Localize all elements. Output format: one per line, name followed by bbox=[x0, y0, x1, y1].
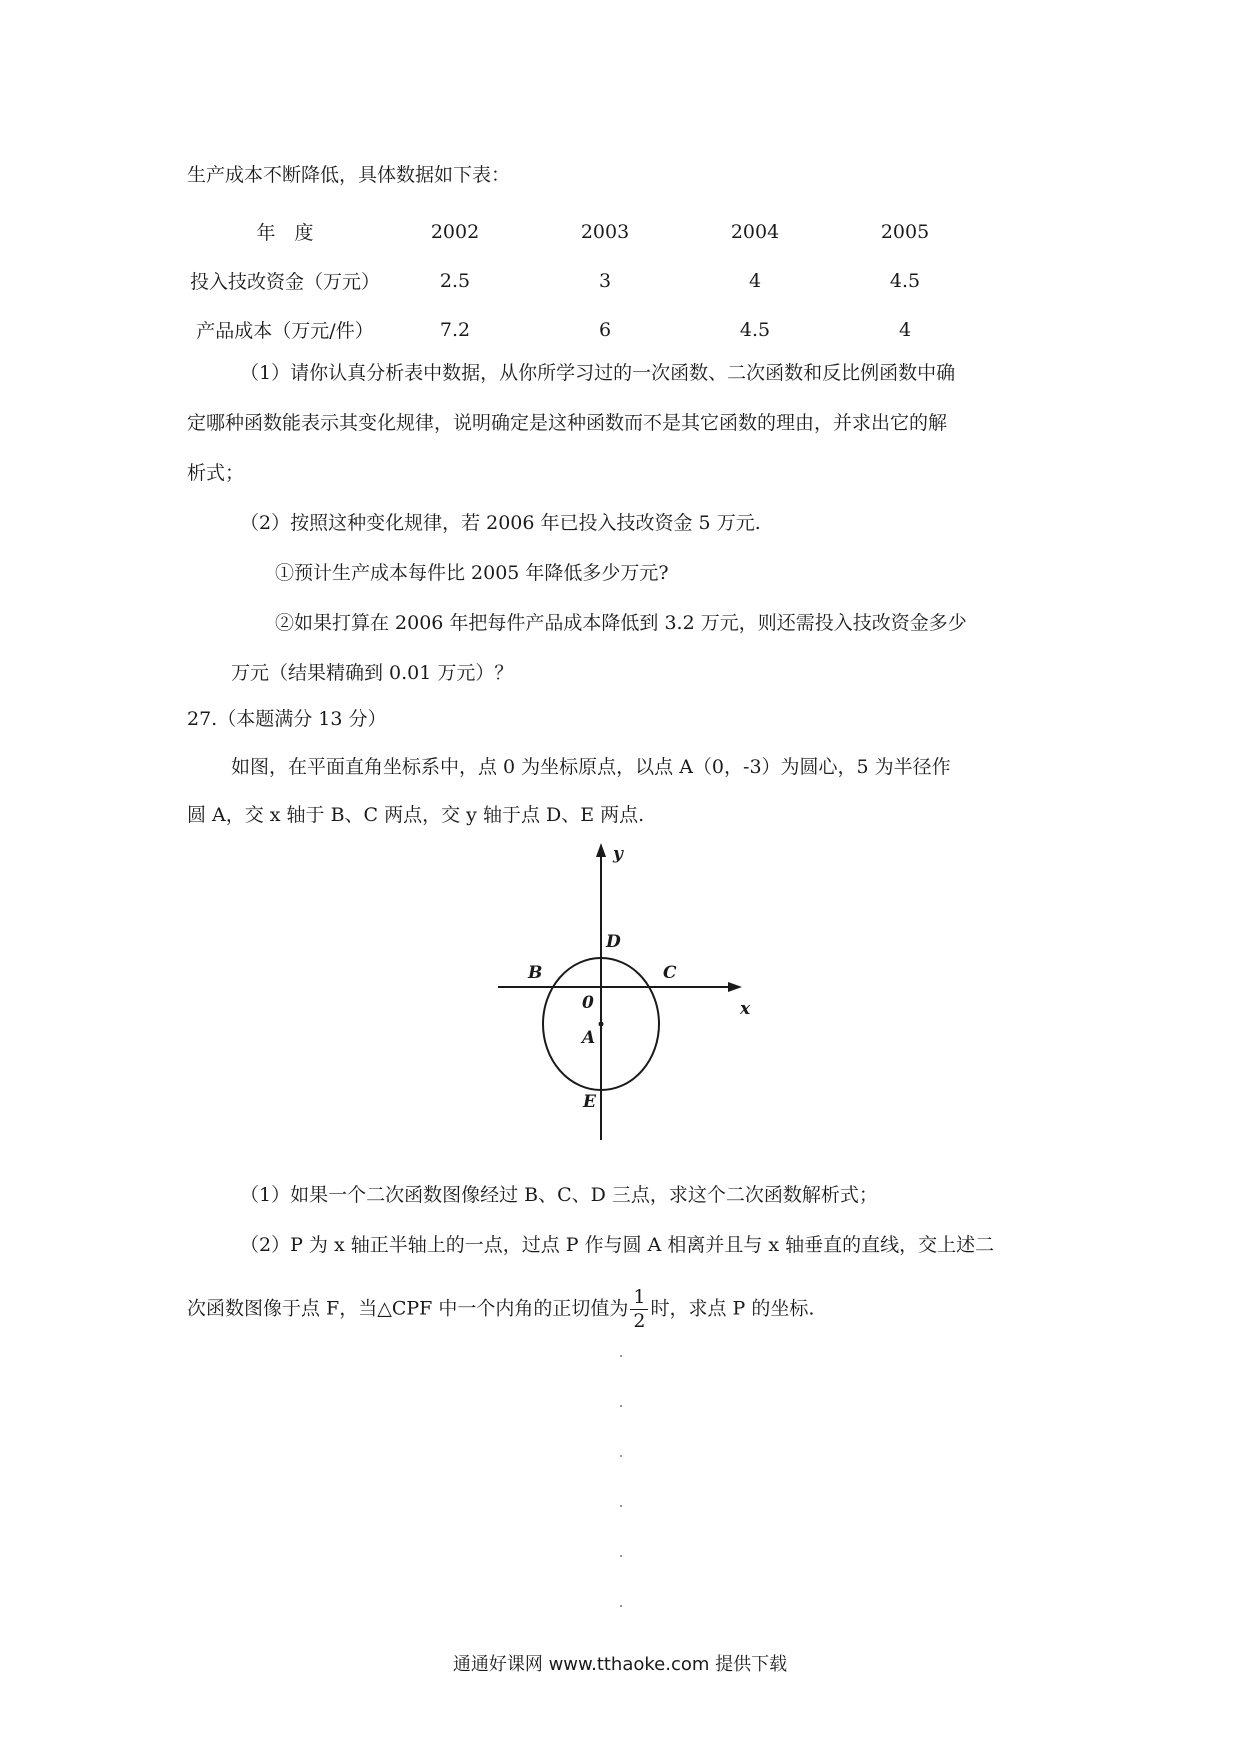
point-label-d: D bbox=[606, 932, 621, 952]
table-header-label: 年 度 bbox=[256, 222, 314, 244]
q27-part2-line2-pre: 次函数图像于点 F，当△CPF 中一个内角的正切值为 bbox=[187, 1297, 629, 1320]
scan-dot bbox=[620, 1505, 622, 1507]
coordinate-figure bbox=[470, 835, 770, 1155]
point-label-b: B bbox=[528, 963, 543, 983]
table-cell: 2004 bbox=[730, 220, 780, 243]
table-cell: 4.5 bbox=[739, 318, 771, 341]
fraction-numerator: 1 bbox=[630, 1288, 648, 1310]
table-row bbox=[190, 305, 980, 354]
q27-part2-line1: （2）P 为 x 轴正半轴上的一点，过点 P 作与圆 A 相离并且与 x 轴垂直的直线，交上述二 bbox=[240, 1234, 995, 1256]
center-point-a bbox=[599, 1022, 604, 1027]
table-row bbox=[190, 256, 980, 305]
x-axis-arrow bbox=[728, 982, 742, 992]
table-cell: 6 bbox=[598, 318, 612, 341]
table-cell: 2003 bbox=[580, 220, 630, 243]
table-cell: 2005 bbox=[880, 220, 930, 243]
q26-part1-line2: 定哪种函数能表示其变化规律，说明确定是这种函数而不是其它函数的理由，并求出它的解 bbox=[187, 412, 948, 434]
q26-part1-line3: 析式； bbox=[187, 462, 245, 484]
point-label-a: A bbox=[582, 1028, 596, 1048]
y-axis-arrow bbox=[596, 843, 606, 857]
table-cell: 4.5 bbox=[889, 269, 921, 292]
table-cell: 7.2 bbox=[439, 318, 471, 341]
q26-part2: （2）按照这种变化规律，若 2006 年已投入技改资金 5 万元. bbox=[240, 512, 761, 534]
table-row-label: 投入技改资金（万元） bbox=[190, 271, 381, 293]
q27-given-line2: 圆 A，交 x 轴于 B、C 两点，交 y 轴于点 D、E 两点. bbox=[187, 804, 645, 826]
q26-sub2-line2: 万元（结果精确到 0.01 万元）？ bbox=[231, 662, 514, 684]
q27-given-line1: 如图，在平面直角坐标系中，点 0 为坐标原点，以点 A（0，-3）为圆心，5 为半径作 bbox=[231, 756, 951, 778]
table-cell: 4 bbox=[748, 269, 762, 292]
q26-part1-line1: （1）请你认真分析表中数据，从你所学习过的一次函数、二次函数和反比例函数中确 bbox=[240, 362, 956, 384]
scan-dot bbox=[620, 1555, 622, 1557]
q27-part1: （1）如果一个二次函数图像经过 B、C、D 三点，求这个二次函数解析式； bbox=[240, 1184, 878, 1206]
scan-dot bbox=[620, 1455, 622, 1457]
table-cell: 4 bbox=[898, 318, 912, 341]
point-label-c: C bbox=[663, 963, 677, 983]
point-label-e: E bbox=[583, 1092, 596, 1112]
fraction-one-half bbox=[630, 1288, 648, 1331]
table-cell: 3 bbox=[598, 269, 612, 292]
scan-dot bbox=[620, 1605, 622, 1607]
page-footer: 通通好课网 www.tthaoke.com 提供下载 bbox=[452, 1654, 788, 1675]
q27-heading: 27.（本题满分 13 分） bbox=[187, 708, 387, 730]
table-row bbox=[190, 207, 980, 256]
scan-dot bbox=[620, 1405, 622, 1407]
table-row-label: 产品成本（万元/件） bbox=[196, 320, 374, 342]
point-label-o: 0 bbox=[582, 993, 594, 1013]
scan-dot bbox=[620, 1355, 622, 1357]
q26-sub2-line1: ②如果打算在 2006 年把每件产品成本降低到 3.2 万元，则还需投入技改资金多少 bbox=[275, 612, 967, 634]
table-cell: 2.5 bbox=[439, 269, 471, 292]
fraction-denominator: 2 bbox=[633, 1310, 646, 1332]
x-axis-label: x bbox=[740, 999, 751, 1019]
y-axis-label: y bbox=[613, 844, 623, 864]
data-table bbox=[190, 207, 980, 354]
q27-part2-line2-post: 时，求点 P 的坐标. bbox=[650, 1297, 815, 1320]
q27-part2-line2 bbox=[187, 1288, 814, 1331]
intro-text: 生产成本不断降低，具体数据如下表： bbox=[187, 164, 511, 186]
table-cell: 2002 bbox=[430, 220, 480, 243]
q26-sub1: ①预计生产成本每件比 2005 年降低多少万元? bbox=[275, 562, 669, 584]
